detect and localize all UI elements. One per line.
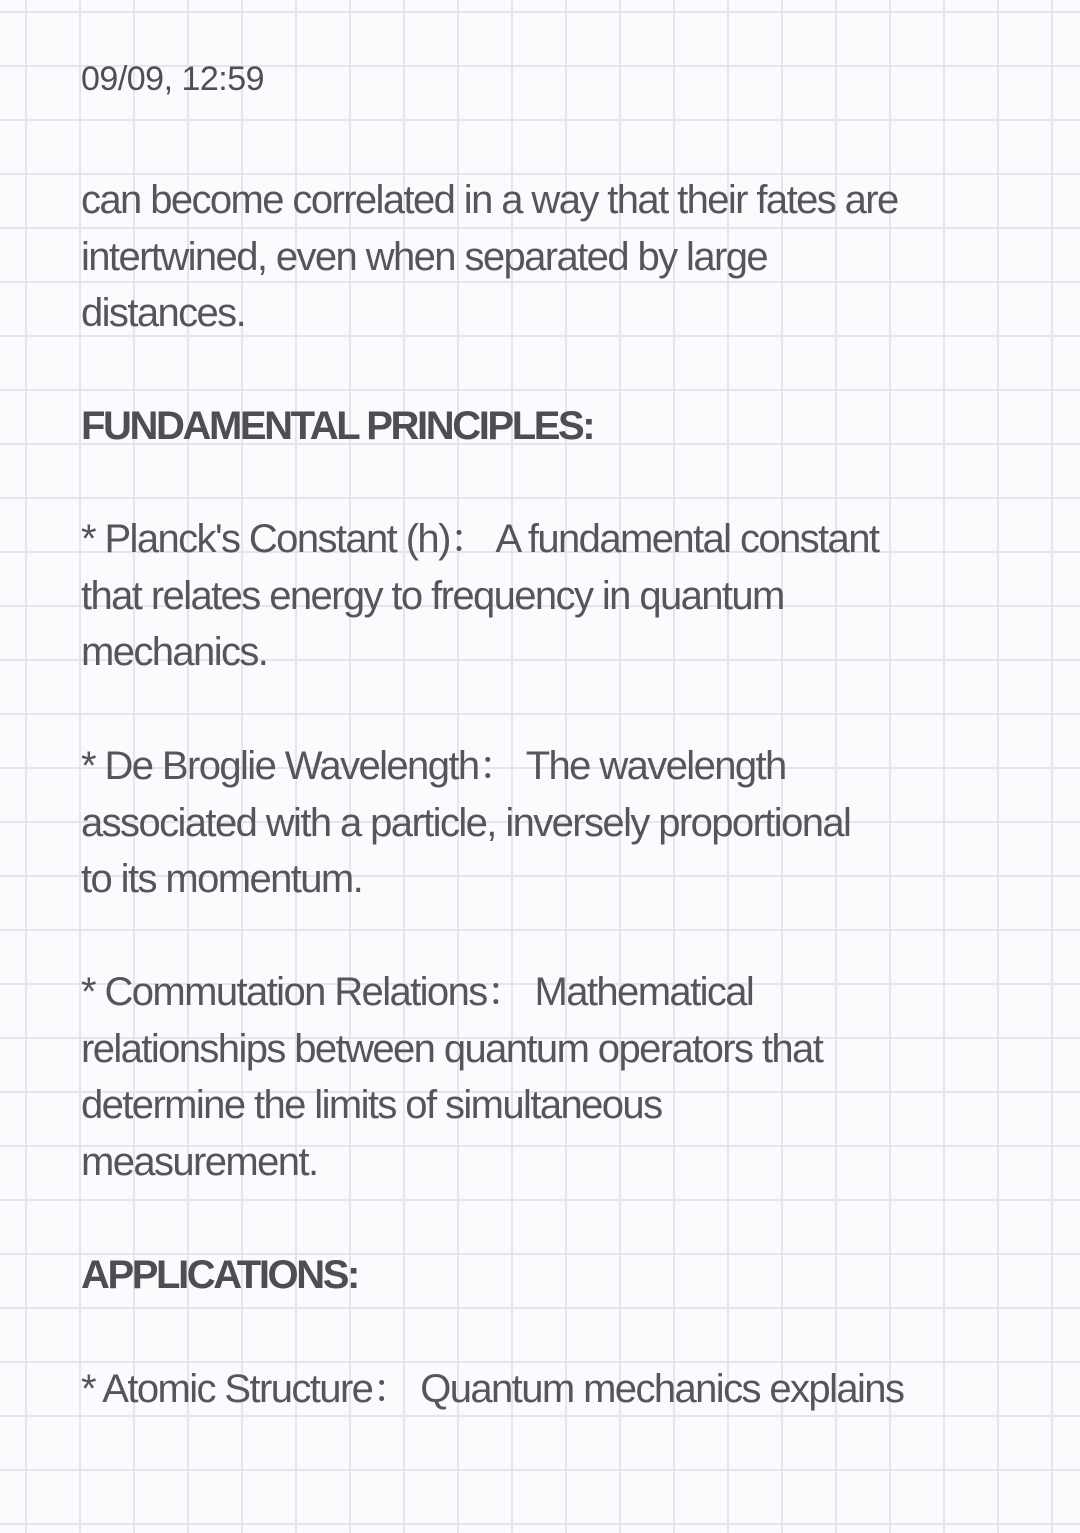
text-line: intertwined, even when separated by large [81, 234, 767, 279]
list-item-atomic-structure [81, 1361, 903, 1418]
heading-applications: APPLICATIONS: [81, 1253, 358, 1297]
text-line: relationships between quantum operators that [81, 1026, 823, 1071]
text-line: * De Broglie Wavelength： The wavelength [81, 744, 786, 788]
list-item-plancks-constant [81, 511, 878, 681]
heading-fundamental-principles: FUNDAMENTAL PRINCIPLES: [81, 404, 594, 448]
text-line: measurement. [81, 1140, 318, 1185]
list-item-de-broglie-wavelength [81, 738, 850, 908]
intro-paragraph [81, 172, 898, 342]
text-line: distances. [81, 291, 246, 336]
text-line: * Planck's Constant (h)： A fundamental constant [81, 517, 879, 561]
list-item-commutation-relations [81, 964, 822, 1191]
text-line: that relates energy to frequency in quantum [81, 573, 784, 618]
note-timestamp: 09/09, 12:59 [81, 60, 265, 98]
text-line: can become correlated in a way that their fates are [81, 178, 898, 222]
text-line: * Commutation Relations： Mathematical [81, 970, 754, 1014]
text-line: * Atomic Structure： Quantum mechanics explains [81, 1367, 904, 1411]
text-line: mechanics. [81, 630, 268, 675]
text-line: determine the limits of simultaneous [81, 1083, 662, 1128]
text-line: to its momentum. [81, 857, 363, 902]
text-line: associated with a particle, inversely proportional [81, 800, 851, 845]
